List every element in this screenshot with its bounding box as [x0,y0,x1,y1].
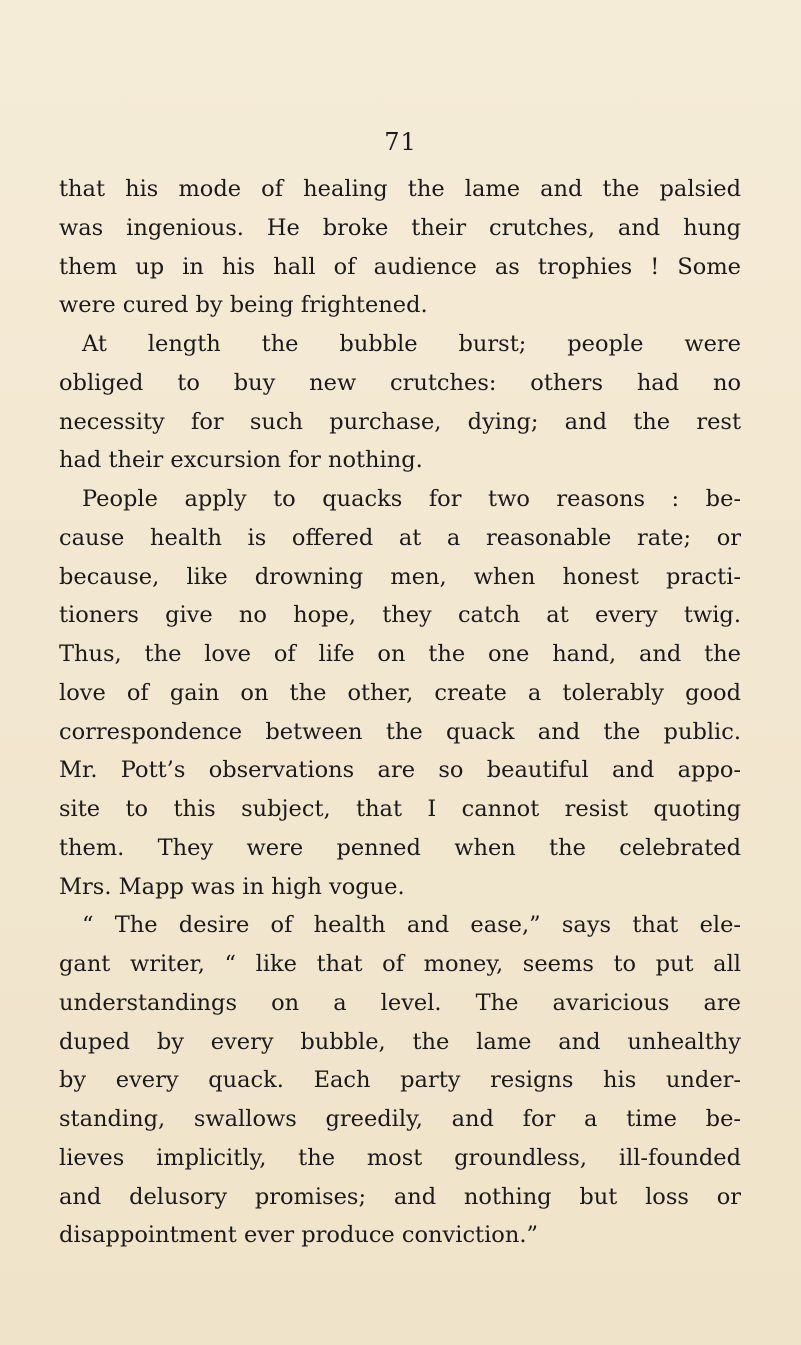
text-line: was ingenious. He broke their crutches, and hung [59,214,741,241]
text-line: “ The desire of health and ease,” says that ele- [82,912,741,939]
text-line: love of gain on the other, create a tolerably good [59,679,741,706]
text-line: by every quack. Each party resigns his under- [59,1067,741,1094]
text-line: them up in his hall of audience as trophies ! Some [59,253,741,280]
text-line: understandings on a level. The avaricious are [59,989,741,1016]
text-line: lieves implicitly, the most groundless, ill-founded [59,1144,741,1171]
page-number: 71 [384,128,417,156]
text-line: Mrs. Mapp was in high vogue. [59,873,405,900]
text-line: correspondence between the quack and the public. [59,718,741,745]
text-line: because, like drowning men, when honest practi- [59,563,741,590]
text-line: site to this subject, that I cannot resist quoting [59,796,741,822]
text-line: necessity for such purchase, dying; and the rest [59,408,741,435]
text-line: duped by every bubble, the lame and unhealthy [59,1028,741,1055]
text-line: People apply to quacks for two reasons : be- [82,486,741,512]
body-text [59,170,741,1255]
text-line: gant writer, “ like that of money, seems to put all [59,951,741,977]
text-line: were cured by being frightened. [59,292,428,319]
text-line: had their excursion for nothing. [59,447,423,474]
text-line: At length the bubble burst; people were [82,331,741,357]
text-line: tioners give no hope, they catch at every twig. [59,602,741,629]
text-line: obliged to buy new crutches: others had no [59,369,741,396]
text-line: Thus, the love of life on the one hand, and the [59,641,741,667]
text-line: and delusory promises; and nothing but loss or [59,1183,741,1210]
text-line: disappointment ever produce conviction.” [59,1222,538,1249]
text-line: that his mode of healing the lame and the palsied [59,176,741,202]
text-line: them. They were penned when the celebrated [59,834,741,861]
text-line: Mr. Pott’s observations are so beautiful and appo- [59,757,741,784]
text-line: standing, swallows greedily, and for a time be- [59,1106,741,1132]
text-line: cause health is offered at a reasonable rate; or [59,524,741,551]
